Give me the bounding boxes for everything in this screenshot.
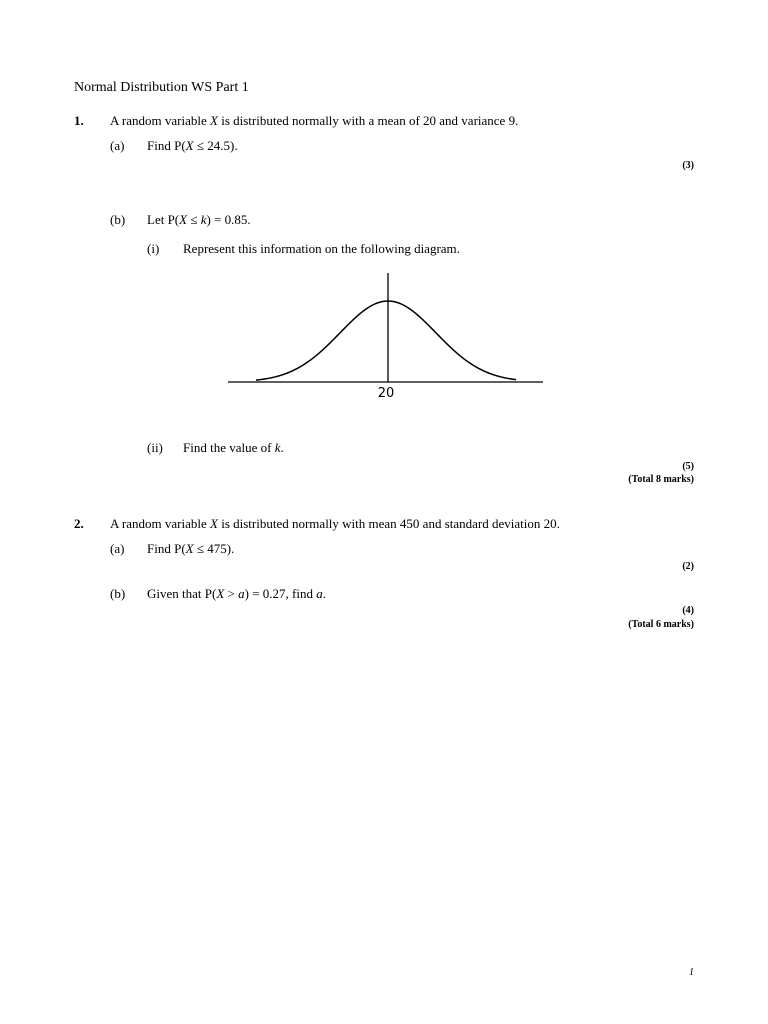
bell-curve <box>256 301 516 380</box>
normal-curve-diagram <box>220 268 550 408</box>
q1bi-label: (i) <box>147 241 160 256</box>
q1b-text: Let P(X ≤ k) = 0.85. <box>147 212 251 227</box>
q1a-text: Find P(X ≤ 24.5). <box>147 138 238 153</box>
q2a-marks: (2) <box>682 561 694 572</box>
q2b-text: Given that P(X > a) = 0.27, find a. <box>147 586 326 601</box>
q1bi-text: Represent this information on the following diagram. <box>183 241 460 256</box>
q1bii-text: Find the value of k. <box>183 440 284 455</box>
q1a-label: (a) <box>110 138 125 153</box>
page-title: Normal Distribution WS Part 1 <box>74 80 249 95</box>
page-number: 1 <box>689 967 694 978</box>
q2b-marks: (4) <box>682 605 694 616</box>
q2-stem: A random variable X is distributed normally with mean 450 and standard deviation 20. <box>110 516 560 531</box>
q2a-label: (a) <box>110 541 125 556</box>
q1a-marks: (3) <box>682 160 694 171</box>
mean-tick-label: 20 <box>377 386 395 401</box>
q2a-text: Find P(X ≤ 475). <box>147 541 235 556</box>
q1-total: (Total 8 marks) <box>628 474 694 485</box>
q1b-label: (b) <box>110 212 126 227</box>
q2-number: 2. <box>74 516 84 531</box>
q1-number: 1. <box>74 113 84 128</box>
q1b-marks: (5) <box>682 461 694 472</box>
q2-total: (Total 6 marks) <box>628 619 694 630</box>
q1-stem: A random variable X is distributed normally with a mean of 20 and variance 9. <box>110 113 519 128</box>
q2b-label: (b) <box>110 586 126 601</box>
q1bii-label: (ii) <box>147 440 163 455</box>
